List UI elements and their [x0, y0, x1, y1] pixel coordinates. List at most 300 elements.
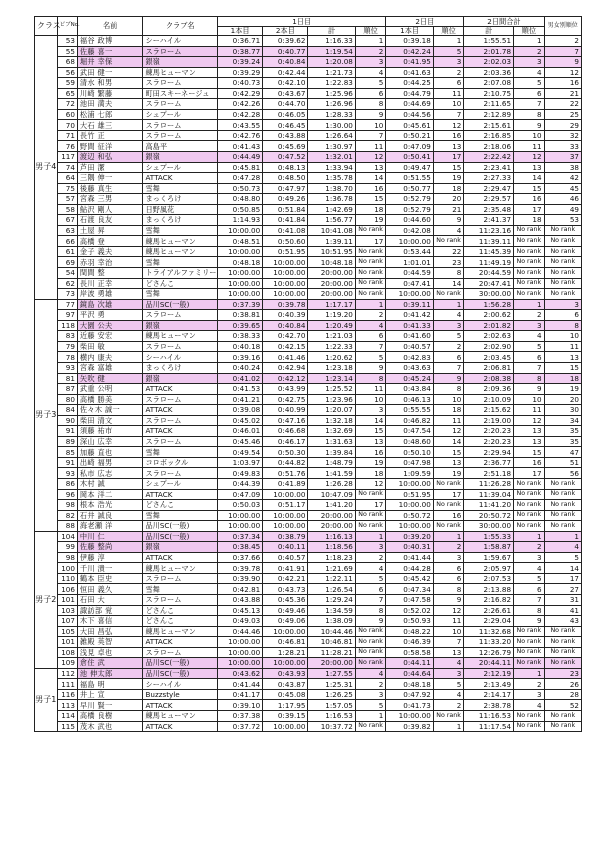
cell-d1: 10:47.09 — [308, 489, 355, 500]
cell-r1: 0:49.54 — [218, 447, 263, 458]
cell-g: 43 — [544, 616, 581, 627]
cell-g: 7 — [544, 46, 581, 57]
cell-club: ATTACK — [143, 637, 218, 648]
cell-k1: 16 — [355, 183, 386, 194]
cell-bib: 83 — [57, 331, 77, 342]
cell-bib: 91 — [57, 426, 77, 437]
table-row — [35, 457, 582, 468]
cell-club: ATTACK — [143, 700, 218, 711]
cell-k1: 6 — [355, 88, 386, 99]
cell-club: まっくろけ — [143, 362, 218, 373]
cell-d2r: 0:52.02 — [386, 605, 433, 616]
cell-club: スラローム — [143, 647, 218, 658]
cell-r1: 0:37.72 — [218, 721, 263, 732]
cell-k2: 1 — [433, 721, 464, 732]
cell-d1: 1:26.54 — [308, 584, 355, 595]
cell-tot: 11:16.53 — [464, 711, 514, 722]
cell-tot: 2:29.04 — [464, 616, 514, 627]
cell-tk: 1 — [514, 299, 545, 310]
bib-header: ビブNo. — [57, 17, 77, 36]
cell-name: 閏間 整 — [77, 268, 143, 279]
cell-tot: 2:26.61 — [464, 605, 514, 616]
cell-k2: 4 — [433, 689, 464, 700]
cell-tot: 2:29.47 — [464, 183, 514, 194]
cell-d2r: 10:00.00 — [386, 289, 433, 300]
cell-tk: 12 — [514, 415, 545, 426]
cell-d1: 1:42.69 — [308, 204, 355, 215]
cell-r2: 0:46.81 — [263, 637, 308, 648]
table-row — [35, 394, 582, 405]
cell-g: 3 — [544, 299, 581, 310]
table-row — [35, 67, 582, 78]
cell-k1: 14 — [355, 415, 386, 426]
cell-d2r: 0:47.98 — [386, 457, 433, 468]
cell-k2: No rank — [433, 289, 464, 300]
cell-g: 25 — [544, 109, 581, 120]
cell-r2: 0:48.13 — [263, 162, 308, 173]
cell-name: 恒田 義久 — [77, 584, 143, 595]
cell-d1: 1:38.09 — [308, 616, 355, 627]
cell-r1: 0:37.38 — [218, 711, 263, 722]
table-row — [35, 257, 582, 268]
cell-r2: 0:42.21 — [263, 573, 308, 584]
cell-name: 長川 正幸 — [77, 278, 143, 289]
cell-g: 56 — [544, 468, 581, 479]
cell-r1: 0:39.10 — [218, 700, 263, 711]
cell-g: No rank — [544, 246, 581, 257]
cell-tot: 11:39.11 — [464, 236, 514, 247]
cell-bib: 90 — [57, 415, 77, 426]
cell-tot: 2:07.08 — [464, 78, 514, 89]
cell-k1: 17 — [355, 500, 386, 511]
cell-tk: No rank — [514, 257, 545, 268]
cell-k2: 10 — [433, 626, 464, 637]
cell-k1: 16 — [355, 447, 386, 458]
cell-tot: 2:27.33 — [464, 173, 514, 184]
cell-club: 雪舞 — [143, 257, 218, 268]
cell-tk: 8 — [514, 109, 545, 120]
cell-r2: 0:51.84 — [263, 204, 308, 215]
cell-club: 銀嶺 — [143, 373, 218, 384]
cell-k1: 10 — [355, 394, 386, 405]
cell-k2: 16 — [433, 510, 464, 521]
table-row — [35, 341, 582, 352]
cell-k2: 9 — [433, 594, 464, 605]
cell-g: 42 — [544, 173, 581, 184]
cell-tot: 2:01.78 — [464, 46, 514, 57]
cell-g: 34 — [544, 415, 581, 426]
cell-bib: 61 — [57, 246, 77, 257]
cell-bib: 111 — [57, 679, 77, 690]
cell-name: 深山 広幸 — [77, 436, 143, 447]
cell-k1: 13 — [355, 436, 386, 447]
cell-k2: 1 — [433, 36, 464, 47]
cell-r2: 10:00.00 — [263, 721, 308, 732]
cell-name: 須藤 祐市 — [77, 426, 143, 437]
cell-tk: No rank — [514, 510, 545, 521]
cell-name: 伊藤 淳 — [77, 552, 143, 563]
cell-k1: No rank — [355, 289, 386, 300]
cell-bib: 77 — [57, 299, 77, 310]
cell-g: 46 — [544, 194, 581, 205]
cell-g: No rank — [544, 510, 581, 521]
cell-club: 高島平 — [143, 141, 218, 152]
cell-r1: 0:37.39 — [218, 299, 263, 310]
cell-d2r: 0:49.47 — [386, 162, 433, 173]
cell-bib: 105 — [57, 626, 77, 637]
cell-name: 大石 雄三 — [77, 120, 143, 131]
cell-bib: 53 — [57, 36, 77, 47]
cell-k1: 6 — [355, 331, 386, 342]
cell-d2r: 0:48.60 — [386, 436, 433, 447]
cell-d1: 1:21.03 — [308, 331, 355, 342]
table-row — [35, 99, 582, 110]
cell-tot: 11:45.39 — [464, 246, 514, 257]
cell-tk: 6 — [514, 584, 545, 595]
cell-tk: No rank — [514, 658, 545, 669]
cell-k1: 19 — [355, 457, 386, 468]
table-row — [35, 384, 582, 395]
cell-tot: 2:06.81 — [464, 362, 514, 373]
cell-d1: 1:33.94 — [308, 162, 355, 173]
cell-r2: 0:38.79 — [263, 531, 308, 542]
cell-r2: 0:40.39 — [263, 310, 308, 321]
cell-d1: 1:39.11 — [308, 236, 355, 247]
cell-name: 石井 誠良 — [77, 510, 143, 521]
cell-club: スラローム — [143, 341, 218, 352]
cell-tk: 3 — [514, 57, 545, 68]
cell-r2: 0:51.95 — [263, 246, 308, 257]
cell-tk: 9 — [514, 616, 545, 627]
cell-d1: 10:48.18 — [308, 257, 355, 268]
cell-tk: 17 — [514, 468, 545, 479]
cell-tot: 2:10.75 — [464, 88, 514, 99]
cell-name: 宮森 富雄 — [77, 362, 143, 373]
table-row — [35, 57, 582, 68]
cell-name: 岸波 勇雄 — [77, 289, 143, 300]
cell-bib: 104 — [57, 531, 77, 542]
cell-name: 土屋 昇 — [77, 225, 143, 236]
cell-k2: 7 — [433, 362, 464, 373]
cell-tot: 2:10.09 — [464, 394, 514, 405]
cell-r1: 0:50.85 — [218, 204, 263, 215]
cell-r1: 0:40.18 — [218, 341, 263, 352]
cell-d2r: 0:47.58 — [386, 594, 433, 605]
cell-club: スラローム — [143, 594, 218, 605]
club-header: クラブ名 — [143, 17, 218, 36]
cell-k1: No rank — [355, 246, 386, 257]
cell-tk: 5 — [514, 573, 545, 584]
cell-bib: 75 — [57, 183, 77, 194]
cell-k2: No rank — [433, 478, 464, 489]
cell-tot: 2:41.37 — [464, 215, 514, 226]
cell-name: 鏡島 次雄 — [77, 299, 143, 310]
cell-d1: 20:00.00 — [308, 289, 355, 300]
cell-d2r: 10:00.00 — [386, 521, 433, 532]
cell-r1: 0:49.03 — [218, 616, 263, 627]
table-row — [35, 605, 582, 616]
cell-d2r: 10:00.00 — [386, 236, 433, 247]
cell-name: 井上 宣 — [77, 689, 143, 700]
cell-d1: 1:41.59 — [308, 468, 355, 479]
cell-k2: 14 — [433, 436, 464, 447]
cell-r1: 0:39.29 — [218, 67, 263, 78]
cell-k1: 19 — [355, 215, 386, 226]
total-header: 2日間合計 — [464, 17, 544, 27]
cell-club: ATTACK — [143, 173, 218, 184]
cell-tk: 15 — [514, 183, 545, 194]
cell-d1: 1:18.56 — [308, 542, 355, 553]
table-row — [35, 162, 582, 173]
cell-bib: 67 — [57, 215, 77, 226]
cell-g: 41 — [544, 605, 581, 616]
cell-name: 早川 賢一 — [77, 700, 143, 711]
cell-k1: 8 — [355, 373, 386, 384]
cell-tot: 2:03.36 — [464, 67, 514, 78]
cell-k2: 13 — [433, 647, 464, 658]
cell-d1: 1:22.33 — [308, 341, 355, 352]
cell-name: 岡本 洋二 — [77, 489, 143, 500]
cell-d2r: 0:52.79 — [386, 204, 433, 215]
cell-k2: No rank — [433, 711, 464, 722]
table-row — [35, 141, 582, 152]
cell-r1: 0:47.28 — [218, 173, 263, 184]
cell-club: スラローム — [143, 436, 218, 447]
cell-d1: 1:35.78 — [308, 173, 355, 184]
cell-tk: 3 — [514, 689, 545, 700]
cell-tot: 11:33.20 — [464, 637, 514, 648]
cell-k2: 5 — [433, 331, 464, 342]
cell-club: ATTACK — [143, 489, 218, 500]
cell-bib: 82 — [57, 510, 77, 521]
cell-g: 31 — [544, 594, 581, 605]
cell-d1: 1:27.55 — [308, 668, 355, 679]
cell-r2: 0:51.17 — [263, 500, 308, 511]
cell-r1: 0:38.33 — [218, 331, 263, 342]
cell-k1: 6 — [355, 584, 386, 595]
cell-g: 8 — [544, 320, 581, 331]
cell-r1: 0:42.28 — [218, 109, 263, 120]
cell-k1: 12 — [355, 152, 386, 163]
cell-d1: 10:46.81 — [308, 637, 355, 648]
cell-d1: 20:00.00 — [308, 278, 355, 289]
table-row — [35, 647, 582, 658]
cell-r2: 0:43.88 — [263, 130, 308, 141]
cell-d1: 1:17.17 — [308, 299, 355, 310]
cell-g: 38 — [544, 162, 581, 173]
cell-club: 雪舞 — [143, 510, 218, 521]
cell-r1: 0:39.24 — [218, 57, 263, 68]
cell-r2: 0:43.67 — [263, 88, 308, 99]
cell-name: 諏訪部 覚 — [77, 605, 143, 616]
day2-rank-header: 順位 — [433, 26, 464, 36]
cell-g: 2 — [544, 36, 581, 47]
cell-k2: 21 — [433, 204, 464, 215]
cell-g: 6 — [544, 310, 581, 321]
cell-r1: 0:40.24 — [218, 362, 263, 373]
cell-k1: 17 — [355, 236, 386, 247]
cell-r1: 0:48.80 — [218, 194, 263, 205]
cell-k2: No rank — [433, 236, 464, 247]
table-row — [35, 36, 582, 47]
table-row — [35, 447, 582, 458]
table-row — [35, 658, 582, 669]
cell-g: 13 — [544, 352, 581, 363]
table-row — [35, 489, 582, 500]
cell-r2: 0:47.52 — [263, 152, 308, 163]
cell-r2: 0:47.16 — [263, 415, 308, 426]
cell-club: 練馬ヒューマン — [143, 711, 218, 722]
cell-d2r: 0:42.08 — [386, 225, 433, 236]
cell-r2: 10:00.00 — [263, 278, 308, 289]
table-row — [35, 289, 582, 300]
cell-tk: 7 — [514, 362, 545, 373]
cell-r2: 10:00.00 — [263, 489, 308, 500]
cell-bib: 110 — [57, 573, 77, 584]
cell-r1: 0:45.46 — [218, 436, 263, 447]
cell-name: 清水 和男 — [77, 78, 143, 89]
cell-club: 練馬ヒューマン — [143, 236, 218, 247]
cell-bib: 65 — [57, 88, 77, 99]
cell-name: 堀井 幸保 — [77, 57, 143, 68]
cell-r1: 0:43.88 — [218, 594, 263, 605]
cell-tk: 10 — [514, 130, 545, 141]
cell-d1: 1:41.20 — [308, 500, 355, 511]
cell-k1: No rank — [355, 658, 386, 669]
cell-tk: No rank — [514, 711, 545, 722]
cell-club: スラローム — [143, 310, 218, 321]
cell-k1: No rank — [355, 489, 386, 500]
cell-r2: 0:41.08 — [263, 225, 308, 236]
cell-d2r: 0:51.95 — [386, 489, 433, 500]
cell-d1: 1:26.64 — [308, 130, 355, 141]
cell-d2r: 0:45.24 — [386, 373, 433, 384]
cell-k1: 3 — [355, 689, 386, 700]
cell-tot: 20:44.11 — [464, 658, 514, 669]
cell-tk: No rank — [514, 268, 545, 279]
cell-bib: 87 — [57, 384, 77, 395]
cell-r2: 0:44.70 — [263, 99, 308, 110]
table-row — [35, 510, 582, 521]
cell-tk: No rank — [514, 236, 545, 247]
cell-tot: 11:41.20 — [464, 500, 514, 511]
cell-tot: 12:26.79 — [464, 647, 514, 658]
cell-club: どさんこ — [143, 278, 218, 289]
table-row — [35, 689, 582, 700]
cell-name: 福谷 政博 — [77, 36, 143, 47]
cell-d1: 1:25.52 — [308, 384, 355, 395]
cell-d1: 1:29.24 — [308, 594, 355, 605]
cell-g: No rank — [544, 489, 581, 500]
cell-bib: 99 — [57, 542, 77, 553]
cell-g: 17 — [544, 573, 581, 584]
cell-tot: 2:07.53 — [464, 573, 514, 584]
cell-bib: 63 — [57, 225, 77, 236]
cell-k2: 4 — [433, 225, 464, 236]
day1-sum-header: 計 — [308, 26, 355, 36]
cell-bib: 55 — [57, 46, 77, 57]
cell-r1: 1:14.93 — [218, 215, 263, 226]
cell-tot: 2:36.77 — [464, 457, 514, 468]
cell-k1: No rank — [355, 278, 386, 289]
table-row — [35, 711, 582, 722]
table-row — [35, 478, 582, 489]
cell-tk: No rank — [514, 278, 545, 289]
cell-tk: 18 — [514, 215, 545, 226]
cell-club: 品川SC(一般) — [143, 531, 218, 542]
cell-tot: 2:13.49 — [464, 679, 514, 690]
table-row — [35, 352, 582, 363]
cell-k1: 3 — [355, 405, 386, 416]
cell-d1: 10:51.95 — [308, 246, 355, 257]
cell-r1: 0:42.29 — [218, 88, 263, 99]
cell-d1: 1:39.84 — [308, 447, 355, 458]
cell-bib: 100 — [57, 563, 77, 574]
cell-d1: 1:48.79 — [308, 457, 355, 468]
cell-club: 練馬ヒューマン — [143, 563, 218, 574]
cell-bib: 101 — [57, 594, 77, 605]
cell-k2: 16 — [433, 130, 464, 141]
cell-g: No rank — [544, 500, 581, 511]
cell-k1: 5 — [355, 700, 386, 711]
cell-k1: No rank — [355, 721, 386, 732]
cell-tot: 2:20.23 — [464, 436, 514, 447]
cell-d1: 1:20.07 — [308, 405, 355, 416]
cell-r1: 0:48.51 — [218, 236, 263, 247]
cell-tk: 10 — [514, 394, 545, 405]
cell-club: スラローム — [143, 46, 218, 57]
cell-tk: No rank — [514, 246, 545, 257]
cell-r1: 0:43.55 — [218, 120, 263, 131]
cell-r1: 0:45.81 — [218, 162, 263, 173]
cell-d1: 1:16.53 — [308, 711, 355, 722]
cell-d1: 1:30.97 — [308, 141, 355, 152]
cell-k1: No rank — [355, 647, 386, 658]
cell-tot: 1:55.51 — [464, 36, 514, 47]
cell-d1: 1:28.33 — [308, 109, 355, 120]
cell-k1: No rank — [355, 510, 386, 521]
cell-k2: 12 — [433, 426, 464, 437]
cell-k1: 11 — [355, 141, 386, 152]
cell-d2r: 0:41.33 — [386, 320, 433, 331]
cell-g: No rank — [544, 278, 581, 289]
cell-g: 28 — [544, 689, 581, 700]
cell-r2: 0:42.94 — [263, 362, 308, 373]
cell-g: 18 — [544, 373, 581, 384]
cell-r1: 0:41.43 — [218, 141, 263, 152]
cell-d2r: 0:44.56 — [386, 109, 433, 120]
cell-tot: 2:38.78 — [464, 700, 514, 711]
cell-tk: 13 — [514, 436, 545, 447]
cell-d2r: 0:43.63 — [386, 362, 433, 373]
cell-d2r: 0:42.83 — [386, 352, 433, 363]
cell-k1: 2 — [355, 552, 386, 563]
cell-r1: 10:00.00 — [218, 510, 263, 521]
cell-club: 練馬ヒューマン — [143, 67, 218, 78]
cell-bib: 85 — [57, 447, 77, 458]
cell-d1: 1:26.25 — [308, 689, 355, 700]
table-row — [35, 436, 582, 447]
cell-d2r: 0:44.64 — [386, 668, 433, 679]
cell-club: シュプール — [143, 162, 218, 173]
cell-k1: 5 — [355, 78, 386, 89]
table-row — [35, 405, 582, 416]
day1-run2-header: 2本目 — [263, 26, 308, 36]
cell-r1: 0:39.78 — [218, 563, 263, 574]
cell-d2r: 0:50.93 — [386, 616, 433, 627]
cell-r1: 0:44.39 — [218, 478, 263, 489]
cell-tot: 2:11.65 — [464, 99, 514, 110]
